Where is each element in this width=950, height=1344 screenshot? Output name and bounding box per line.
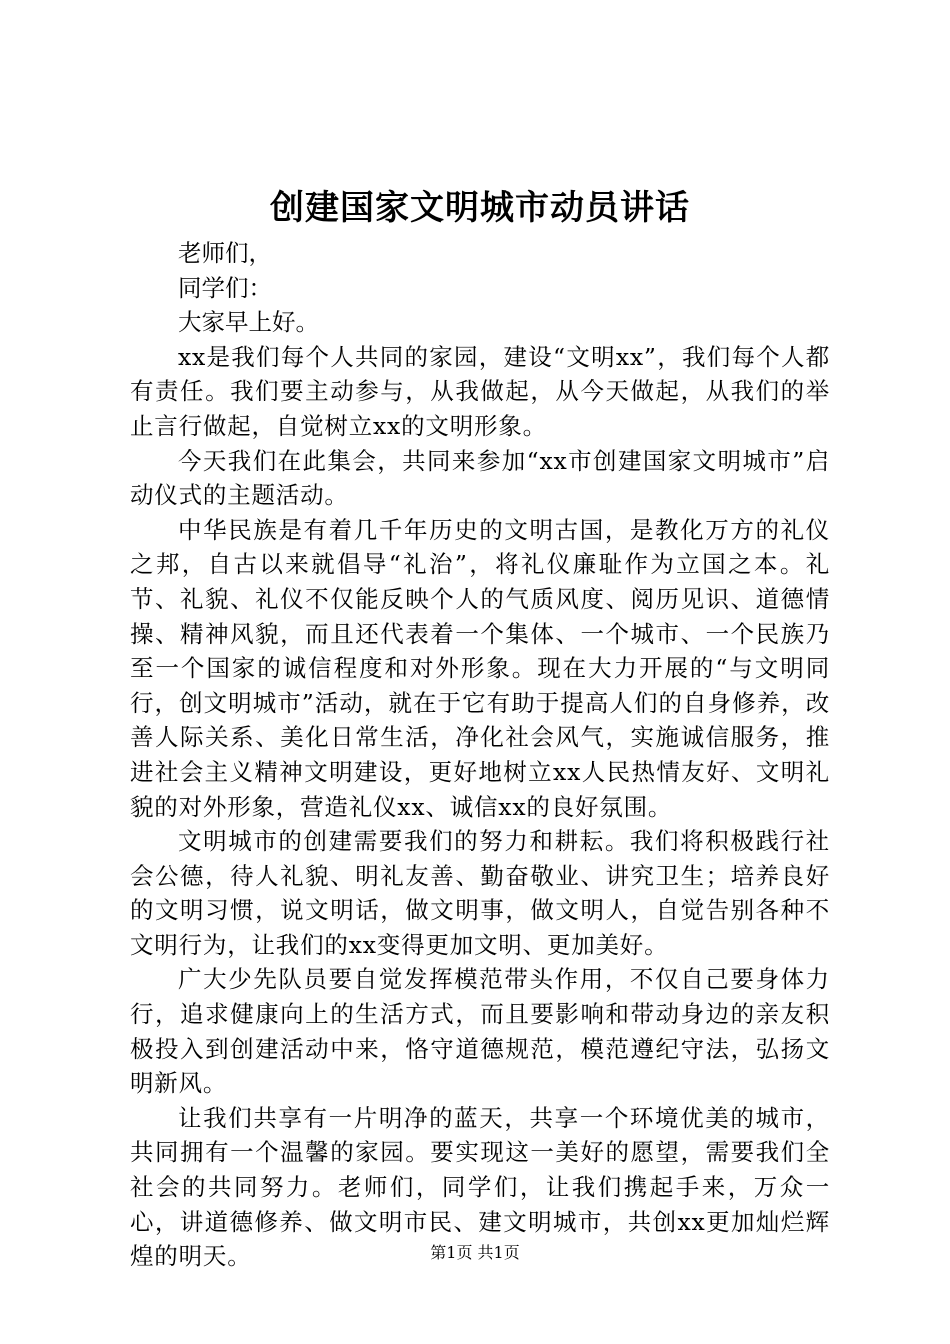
greeting-teachers: 老师们， <box>178 239 272 267</box>
paragraph: 广大少先队员要自觉发挥模范带头作用，不仅自己要身体力行，追求健康向上的生活方式，而且要影响和带动身边的亲友积极投入到创建活动中来，恪守道德规范，模范遵纪守法，弘扬文明新风。 <box>130 965 830 1098</box>
greeting-students: 同学们： <box>178 273 272 302</box>
paragraph: 今天我们在此集会，共同来参加“xx市创建国家文明城市”启动仪式的主题活动。 <box>130 446 830 510</box>
paragraph: 中华民族是有着几千年历史的文明古国，是教化万方的礼仪之邦，自古以来就倡导“礼治”，将礼仪廉耻作为立国之本。礼节、礼貌、礼仪不仅能反映个人的气质风度、阅历见识、道德情操、精神风貌，而且还代表着一个集体、一个城市、一个民族乃至一个国家的诚信程度和对外形象。现在大力开展的“与文明同行，创文明城市”活动，就在于它有助于提高人们的自身修养，改善人际关系、美化日常生活，净化社会风气，实施诚信服务，推进社会主义精神文明建设，更好地树立xx人民热情友好、文明礼貌的对外形象，营造礼仪xx、诚信xx的良好氛围。 <box>130 515 830 821</box>
paragraph: xx是我们每个人共同的家园，建设“文明xx”，我们每个人都有责任。我们要主动参与，从我做起，从今天做起，从我们的举止言行做起，自觉树立xx的文明形象。 <box>130 342 830 440</box>
greeting-morning: 大家早上好。 <box>178 308 319 337</box>
document-body <box>130 236 830 1274</box>
paragraph: 文明城市的创建需要我们的努力和耕耘。我们将积极践行社会公德，待人礼貌、明礼友善、勤奋敬业、讲究卫生；培养良好的文明习惯，说文明话，做文明事，做文明人，自觉告别各种不文明行为，让我们的xx变得更加文明、更加美好。 <box>130 827 830 959</box>
document-title: 创建国家文明城市动员讲话 <box>270 188 690 228</box>
paragraph: 让我们共享有一片明净的蓝天，共享一个环境优美的城市，共同拥有一个温馨的家园。要实现这一美好的愿望，需要我们全社会的共同努力。老师们，同学们，让我们携起手来，万众一心，讲道德修养、做文明市民、建文明城市，共创xx更加灿烂辉煌的明天。 <box>130 1103 830 1271</box>
page-footer: 第1页 共1页 <box>430 1243 520 1262</box>
document-page <box>130 180 830 1274</box>
